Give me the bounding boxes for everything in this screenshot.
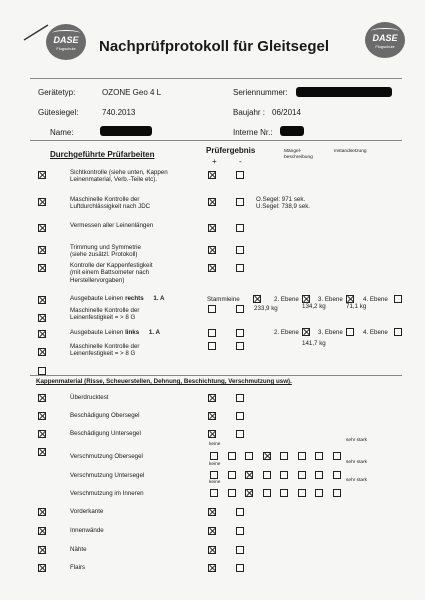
checkbox-ebene2-links[interactable]	[302, 328, 310, 336]
ebene3-label-links: 3. Ebene	[318, 329, 343, 336]
soil-text: Verschmutzung Obersegel	[70, 453, 143, 460]
durchgefuehrte-heading: Durchgeführte Prüfarbeiten	[50, 150, 155, 159]
minus-header: -	[239, 157, 242, 166]
check-plus-checkbox[interactable]	[208, 264, 216, 272]
part-checkbox[interactable]	[38, 564, 46, 572]
soil-scale-checkbox[interactable]	[228, 471, 236, 479]
scale-keine-label-1: keine	[209, 442, 221, 447]
part-plus-checkbox[interactable]	[208, 564, 216, 572]
part-checkbox[interactable]	[38, 546, 46, 554]
check-plus-checkbox[interactable]	[208, 198, 216, 206]
soil-scale-checkbox[interactable]	[228, 452, 236, 460]
info-divider	[30, 140, 402, 141]
soil-checkbox[interactable]	[38, 448, 46, 456]
festigkeit-links-text: Maschinelle Kontrolle der Leinenfestigkeit = > 8 G	[70, 343, 140, 358]
check-plus-checkbox[interactable]	[208, 171, 216, 179]
soil-scale-checkbox[interactable]	[263, 471, 271, 479]
checkbox-festigkeit-rechts[interactable]	[38, 314, 46, 322]
geraetetyp-value: OZONE Geo 4 L	[102, 88, 162, 97]
checkbox-festigkeit-rechts-minus[interactable]	[236, 305, 244, 313]
soil-scale-checkbox[interactable]	[280, 471, 288, 479]
check-minus-checkbox[interactable]	[236, 198, 244, 206]
soil-scale-checkbox[interactable]	[315, 471, 323, 479]
soil-scale-checkbox[interactable]	[333, 452, 341, 460]
soil-text: Verschmutzung im Inneren	[70, 490, 144, 497]
part-plus-checkbox[interactable]	[208, 508, 216, 516]
soil-scale-checkbox[interactable]	[210, 489, 218, 497]
leinen-rechts-label: Ausgebaute Leinen rechts 1. A	[70, 295, 165, 302]
redaction-interne-nr	[280, 126, 304, 136]
checkbox-ebene3-rechts[interactable]	[346, 295, 354, 303]
soil-scale-checkbox[interactable]	[263, 489, 271, 497]
lines-divider	[30, 375, 402, 376]
soil-scale-checkbox[interactable]	[210, 471, 218, 479]
part-checkbox[interactable]	[38, 527, 46, 535]
kappen-item-minus-checkbox[interactable]	[236, 412, 244, 420]
kappen-item-plus-checkbox[interactable]	[208, 430, 216, 438]
scale-sehr-stark-label-1: sehr stark	[346, 438, 368, 443]
rechts-value-1: 233,9 kg	[254, 305, 278, 312]
scale-keine-label-3: keine	[209, 480, 221, 485]
part-minus-checkbox[interactable]	[236, 508, 244, 516]
kappen-item-text: Überdrucktest	[70, 394, 109, 401]
check-note: O.Segel: 971 sek. U.Segel: 738,9 sek.	[256, 196, 311, 211]
rechts-value-3: 71,1 kg	[346, 303, 367, 310]
soil-scale-checkbox[interactable]	[315, 489, 323, 497]
soil-scale-checkbox[interactable]	[280, 489, 288, 497]
check-text: Kontrolle der Kappenfestigkeit (mit einem Battsometer nach Herstellervorgaben)	[70, 262, 153, 284]
part-minus-checkbox[interactable]	[236, 527, 244, 535]
maengel-header: Mängel- beschreibung	[284, 149, 313, 160]
soil-scale-checkbox[interactable]	[298, 452, 306, 460]
checkbox-leinen-links[interactable]	[38, 330, 46, 338]
baujahr-value: 06/2014	[272, 108, 301, 117]
checkbox-links-minus[interactable]	[236, 329, 244, 337]
soil-scale-checkbox[interactable]	[245, 452, 253, 460]
instandsetzung-header: Instandsetzung	[334, 149, 367, 154]
soil-text: Verschmutzung Untersegel	[70, 472, 145, 479]
redaction-seriennummer	[296, 87, 392, 97]
check-minus-checkbox[interactable]	[236, 171, 244, 179]
checkbox-empty-row[interactable]	[38, 367, 46, 375]
check-done-checkbox[interactable]	[38, 198, 46, 206]
leinen-links-label: Ausgebaute Leinen links 1. A	[70, 329, 161, 336]
checkbox-festigkeit-links[interactable]	[38, 348, 46, 356]
part-checkbox[interactable]	[38, 508, 46, 516]
soil-scale-checkbox[interactable]	[298, 471, 306, 479]
kappen-item-checkbox[interactable]	[38, 412, 46, 420]
ebene2-label-rechts: 2. Ebene	[274, 296, 299, 303]
check-minus-checkbox[interactable]	[236, 264, 244, 272]
check-text: Sichtkontrolle (siehe unten, Kappen Leinenmaterial, Verb.-Teile etc).	[70, 169, 168, 184]
check-done-checkbox[interactable]	[38, 224, 46, 232]
festigkeit-rechts-text: Maschinelle Kontrolle der Leinenfestigkeit = > 8 G	[70, 307, 140, 322]
check-text: Vermessen aller Leinenlängen	[70, 222, 154, 229]
kappen-item-minus-checkbox[interactable]	[236, 394, 244, 402]
part-minus-checkbox[interactable]	[236, 546, 244, 554]
check-done-checkbox[interactable]	[38, 246, 46, 254]
check-plus-checkbox[interactable]	[208, 224, 216, 232]
ebene4-label-rechts: 4. Ebene	[363, 296, 388, 303]
redaction-name	[100, 126, 152, 136]
soil-scale-checkbox[interactable]	[315, 452, 323, 460]
kappen-item-text: Beschädigung Obersegel	[70, 412, 140, 419]
check-done-checkbox[interactable]	[38, 264, 46, 272]
page-title: Nachprüfprotokoll für Gleitsegel	[98, 38, 330, 55]
soil-scale-checkbox[interactable]	[298, 489, 306, 497]
checkbox-festigkeit-links-minus[interactable]	[236, 342, 244, 350]
scale-keine-label-2: keine	[209, 462, 221, 467]
checkbox-stammleine[interactable]	[253, 295, 261, 303]
dase-logo-left: DASE Flugschule	[46, 24, 86, 60]
soil-scale-checkbox[interactable]	[280, 452, 288, 460]
baujahr-label: Baujahr :	[233, 108, 266, 117]
check-text: Trimmung und Symmetrie (siehe zusätzl. Protokoll)	[70, 244, 141, 259]
header-divider	[30, 78, 402, 79]
soil-scale-checkbox[interactable]	[228, 489, 236, 497]
ebene3-label-rechts: 3. Ebene	[318, 296, 343, 303]
kappen-item-minus-checkbox[interactable]	[236, 430, 244, 438]
scale-sehr-stark-label-2: sehr stark	[346, 460, 368, 465]
check-minus-checkbox[interactable]	[236, 224, 244, 232]
check-plus-checkbox[interactable]	[208, 246, 216, 254]
geraetetyp-label: Gerätetyp:	[38, 88, 76, 97]
part-text: Innenwände	[70, 527, 104, 534]
kappen-item-checkbox[interactable]	[38, 430, 46, 438]
ebene2-label-links: 2. Ebene	[274, 329, 299, 336]
checkbox-ebene2-rechts[interactable]	[302, 295, 310, 303]
guetesiegel-value: 740.2013	[102, 108, 136, 117]
checkbox-ebene3-links[interactable]	[346, 328, 354, 336]
name-label: Name:	[50, 128, 74, 137]
part-text: Vorderkante	[70, 508, 104, 515]
soil-scale-checkbox[interactable]	[210, 452, 218, 460]
kappen-heading: Kappenmaterial (Risse, Scheuerstellen, Dehnung, Beschichtung, Verschmutzung usw).	[36, 378, 292, 385]
dase-logo-right: DASE Flugschule	[365, 22, 405, 58]
plus-header: +	[212, 157, 217, 166]
kappen-item-text: Beschädigung Untersegel	[70, 430, 141, 437]
kappen-item-plus-checkbox[interactable]	[208, 412, 216, 420]
part-plus-checkbox[interactable]	[208, 527, 216, 535]
pruefergebnis-heading: Prüfergebnis	[206, 146, 256, 155]
seriennummer-label: Seriennummer:	[233, 88, 288, 97]
soil-scale-checkbox[interactable]	[245, 471, 253, 479]
scale-sehr-stark-label-3: sehr stark	[346, 478, 368, 483]
rechts-value-2: 134,2 kg	[302, 303, 326, 310]
part-text: Flairs	[70, 564, 86, 571]
kappen-item-checkbox[interactable]	[38, 394, 46, 402]
soil-scale-checkbox[interactable]	[333, 471, 341, 479]
checkbox-ebene4-rechts[interactable]	[394, 295, 402, 303]
soil-scale-checkbox[interactable]	[263, 452, 271, 460]
ebene4-label-links: 4. Ebene	[363, 329, 388, 336]
checkbox-links-plus[interactable]	[208, 329, 216, 337]
part-minus-checkbox[interactable]	[236, 564, 244, 572]
kappen-item-plus-checkbox[interactable]	[208, 394, 216, 402]
soil-scale-checkbox[interactable]	[333, 489, 341, 497]
check-minus-checkbox[interactable]	[236, 246, 244, 254]
part-plus-checkbox[interactable]	[208, 546, 216, 554]
checkbox-festigkeit-rechts-plus[interactable]	[208, 305, 216, 313]
interne-nr-label: Interne Nr.:	[233, 128, 273, 137]
check-text: Maschinelle Kontrolle der Luftdurchlässigkeit nach JDC	[70, 196, 151, 211]
soil-scale-checkbox[interactable]	[245, 489, 253, 497]
guetesiegel-label: Gütesiegel:	[38, 108, 79, 117]
check-done-checkbox[interactable]	[38, 171, 46, 179]
checkbox-leinen-rechts[interactable]	[38, 296, 46, 304]
stammleine-label: Stammleine	[207, 296, 240, 303]
checkbox-festigkeit-links-plus[interactable]	[208, 342, 216, 350]
part-text: Nähte	[70, 546, 87, 553]
checkbox-ebene4-links[interactable]	[394, 328, 402, 336]
links-value-1: 141,7 kg	[302, 340, 326, 347]
